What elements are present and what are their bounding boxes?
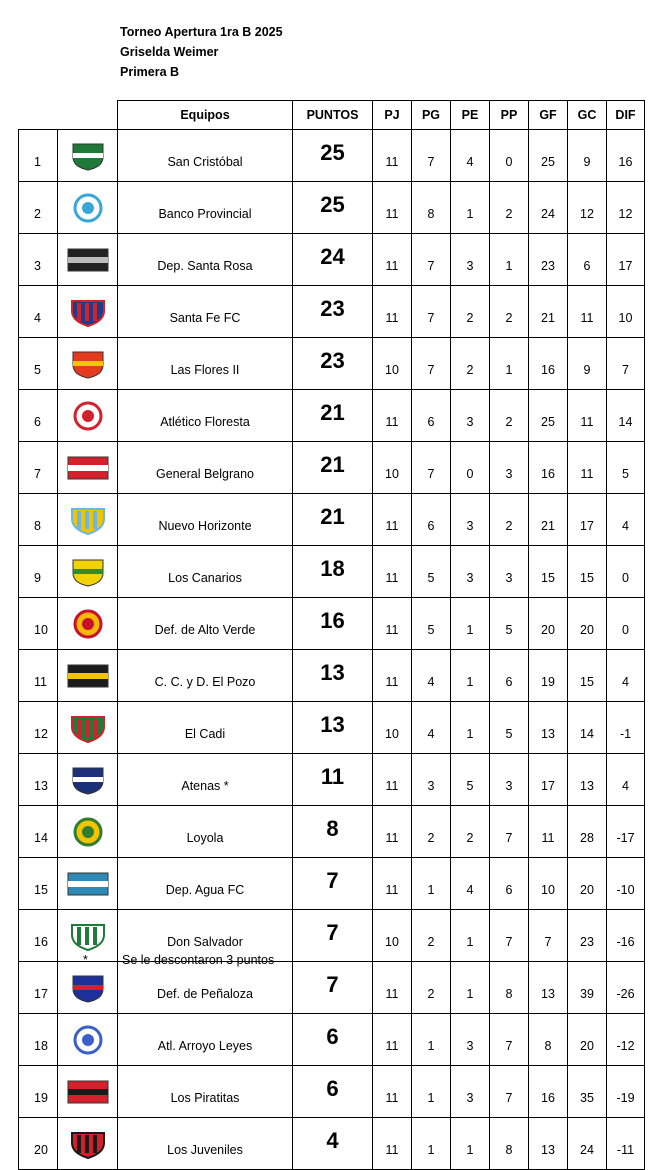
table-row: [19, 702, 645, 754]
table-row: [19, 858, 645, 910]
points-cell: 21: [293, 390, 373, 442]
header-pp: PP: [490, 101, 529, 130]
points-cell: 21: [293, 442, 373, 494]
table-row: [19, 962, 645, 1014]
gf-cell: 16: [529, 338, 568, 390]
header-pg: PG: [412, 101, 451, 130]
position-cell: 11: [19, 650, 58, 702]
general-belgrano-crest-icon: [65, 453, 111, 483]
pe-cell: 1: [451, 1118, 490, 1170]
points-cell: 18: [293, 546, 373, 598]
team-name: Banco Provincial: [118, 182, 293, 234]
pj-cell: 11: [373, 546, 412, 598]
pg-cell: 3: [412, 754, 451, 806]
position-cell: 8: [19, 494, 58, 546]
header-points: PUNTOS: [293, 101, 373, 130]
table-row: [19, 910, 645, 962]
pp-cell: 2: [490, 390, 529, 442]
pg-cell: 1: [412, 1118, 451, 1170]
gf-cell: 7: [529, 910, 568, 962]
pj-cell: 11: [373, 182, 412, 234]
gc-cell: 9: [568, 130, 607, 182]
division-name: Primera B: [120, 65, 180, 79]
gf-cell: 15: [529, 546, 568, 598]
pg-cell: 6: [412, 390, 451, 442]
pg-cell: 2: [412, 962, 451, 1014]
gc-cell: 14: [568, 702, 607, 754]
table-row: [19, 182, 645, 234]
pp-cell: 3: [490, 754, 529, 806]
pp-cell: 6: [490, 858, 529, 910]
points-cell: 13: [293, 702, 373, 754]
position-cell: 16: [19, 910, 58, 962]
pj-cell: 11: [373, 130, 412, 182]
table-row: [19, 1014, 645, 1066]
pg-cell: 7: [412, 286, 451, 338]
logo-cell: [58, 234, 118, 286]
header-pj: PJ: [373, 101, 412, 130]
points-cell: 24: [293, 234, 373, 286]
position-cell: 4: [19, 286, 58, 338]
gc-cell: 15: [568, 650, 607, 702]
pe-cell: 3: [451, 234, 490, 286]
banco-provincial-crest-icon: [65, 193, 111, 223]
table-row: [19, 234, 645, 286]
team-name: Don Salvador: [118, 910, 293, 962]
team-name: San Cristóbal: [118, 130, 293, 182]
team-name: Nuevo Horizonte: [118, 494, 293, 546]
pe-cell: 3: [451, 494, 490, 546]
points-cell: 6: [293, 1066, 373, 1118]
pp-cell: 5: [490, 598, 529, 650]
pe-cell: 2: [451, 286, 490, 338]
logo-cell: [58, 598, 118, 650]
points-cell: 7: [293, 858, 373, 910]
pg-cell: 7: [412, 338, 451, 390]
points-cell: 25: [293, 130, 373, 182]
pj-cell: 11: [373, 494, 412, 546]
pg-cell: 4: [412, 650, 451, 702]
gc-cell: 17: [568, 494, 607, 546]
gc-cell: 15: [568, 546, 607, 598]
pe-cell: 1: [451, 182, 490, 234]
gc-cell: 24: [568, 1118, 607, 1170]
logo-cell: [58, 494, 118, 546]
pg-cell: 5: [412, 598, 451, 650]
logo-cell: [58, 754, 118, 806]
dif-cell: 4: [607, 754, 645, 806]
san-cristobal-crest-icon: [65, 141, 111, 171]
pp-cell: 7: [490, 806, 529, 858]
header-gc: GC: [568, 101, 607, 130]
pe-cell: 1: [451, 910, 490, 962]
el-cadi-crest-icon: [65, 713, 111, 743]
gc-cell: 20: [568, 598, 607, 650]
points-cell: 7: [293, 962, 373, 1014]
alto-verde-crest-icon: [65, 609, 111, 639]
gc-cell: 11: [568, 442, 607, 494]
position-cell: 5: [19, 338, 58, 390]
points-cell: 25: [293, 182, 373, 234]
pe-cell: 0: [451, 442, 490, 494]
points-cell: 23: [293, 286, 373, 338]
pj-cell: 11: [373, 1118, 412, 1170]
pj-cell: 11: [373, 286, 412, 338]
team-name: Dep. Santa Rosa: [118, 234, 293, 286]
pp-cell: 8: [490, 1118, 529, 1170]
header-row: [19, 101, 645, 130]
position-cell: 17: [19, 962, 58, 1014]
gc-cell: 35: [568, 1066, 607, 1118]
gc-cell: 20: [568, 1014, 607, 1066]
table-row: [19, 1066, 645, 1118]
logo-cell: [58, 806, 118, 858]
gf-cell: 16: [529, 442, 568, 494]
pe-cell: 5: [451, 754, 490, 806]
dif-cell: 17: [607, 234, 645, 286]
header-blank-pos: [19, 101, 58, 130]
table-row: [19, 650, 645, 702]
pj-cell: 11: [373, 234, 412, 286]
pe-cell: 3: [451, 546, 490, 598]
gf-cell: 23: [529, 234, 568, 286]
pp-cell: 8: [490, 962, 529, 1014]
loyola-crest-icon: [65, 817, 111, 847]
santa-rosa-crest-icon: [65, 245, 111, 275]
pp-cell: 1: [490, 234, 529, 286]
los-juveniles-crest-icon: [65, 1129, 111, 1159]
gf-cell: 13: [529, 1118, 568, 1170]
table-row: [19, 286, 645, 338]
table-row: [19, 442, 645, 494]
gc-cell: 28: [568, 806, 607, 858]
penaloza-crest-icon: [65, 973, 111, 1003]
dif-cell: -11: [607, 1118, 645, 1170]
team-name: Dep. Agua FC: [118, 858, 293, 910]
dif-cell: 12: [607, 182, 645, 234]
dif-cell: -19: [607, 1066, 645, 1118]
position-cell: 7: [19, 442, 58, 494]
dif-cell: -16: [607, 910, 645, 962]
points-cell: 6: [293, 1014, 373, 1066]
team-name: C. C. y D. El Pozo: [118, 650, 293, 702]
pe-cell: 1: [451, 702, 490, 754]
gc-cell: 12: [568, 182, 607, 234]
logo-cell: [58, 650, 118, 702]
team-name: Santa Fe FC: [118, 286, 293, 338]
team-name: Loyola: [118, 806, 293, 858]
pg-cell: 1: [412, 1066, 451, 1118]
pj-cell: 11: [373, 858, 412, 910]
nuevo-horizonte-crest-icon: [65, 505, 111, 535]
arroyo-leyes-crest-icon: [65, 1025, 111, 1055]
points-cell: 23: [293, 338, 373, 390]
dif-cell: -10: [607, 858, 645, 910]
points-cell: 7: [293, 910, 373, 962]
team-name: Def. de Peñaloza: [118, 962, 293, 1014]
gf-cell: 21: [529, 286, 568, 338]
pj-cell: 11: [373, 390, 412, 442]
pe-cell: 1: [451, 598, 490, 650]
pe-cell: 2: [451, 338, 490, 390]
gf-cell: 13: [529, 962, 568, 1014]
logo-cell: [58, 338, 118, 390]
pg-cell: 7: [412, 234, 451, 286]
atletico-floresta-crest-icon: [65, 401, 111, 431]
points-cell: 4: [293, 1118, 373, 1170]
table-row: [19, 598, 645, 650]
position-cell: 6: [19, 390, 58, 442]
team-name: Los Canarios: [118, 546, 293, 598]
pp-cell: 5: [490, 702, 529, 754]
header-blank-logo: [58, 101, 118, 130]
author-name: Griselda Weimer: [120, 45, 219, 59]
logo-cell: [58, 390, 118, 442]
pe-cell: 3: [451, 1066, 490, 1118]
dif-cell: 7: [607, 338, 645, 390]
pe-cell: 3: [451, 390, 490, 442]
position-cell: 14: [19, 806, 58, 858]
logo-cell: [58, 1118, 118, 1170]
pp-cell: 6: [490, 650, 529, 702]
pp-cell: 2: [490, 286, 529, 338]
logo-cell: [58, 130, 118, 182]
pj-cell: 10: [373, 442, 412, 494]
position-cell: 18: [19, 1014, 58, 1066]
logo-cell: [58, 1066, 118, 1118]
dif-cell: 16: [607, 130, 645, 182]
team-name: Los Juveniles: [118, 1118, 293, 1170]
team-name: General Belgrano: [118, 442, 293, 494]
gf-cell: 13: [529, 702, 568, 754]
gf-cell: 10: [529, 858, 568, 910]
pg-cell: 2: [412, 910, 451, 962]
gf-cell: 25: [529, 130, 568, 182]
header-gf: GF: [529, 101, 568, 130]
position-cell: 12: [19, 702, 58, 754]
pg-cell: 5: [412, 546, 451, 598]
gf-cell: 17: [529, 754, 568, 806]
pe-cell: 1: [451, 650, 490, 702]
logo-cell: [58, 286, 118, 338]
pj-cell: 11: [373, 598, 412, 650]
position-cell: 20: [19, 1118, 58, 1170]
pp-cell: 2: [490, 494, 529, 546]
note-text: Se le descontaron 3 puntos: [122, 953, 275, 967]
position-cell: 15: [19, 858, 58, 910]
gc-cell: 11: [568, 286, 607, 338]
pp-cell: 0: [490, 130, 529, 182]
dif-cell: 4: [607, 650, 645, 702]
logo-cell: [58, 442, 118, 494]
points-cell: 11: [293, 754, 373, 806]
team-name: Atlético Floresta: [118, 390, 293, 442]
position-cell: 3: [19, 234, 58, 286]
dif-cell: 0: [607, 546, 645, 598]
pj-cell: 11: [373, 962, 412, 1014]
pj-cell: 11: [373, 754, 412, 806]
pg-cell: 7: [412, 442, 451, 494]
pg-cell: 1: [412, 858, 451, 910]
pe-cell: 3: [451, 1014, 490, 1066]
gf-cell: 16: [529, 1066, 568, 1118]
position-cell: 10: [19, 598, 58, 650]
team-name: Def. de Alto Verde: [118, 598, 293, 650]
pg-cell: 7: [412, 130, 451, 182]
gc-cell: 39: [568, 962, 607, 1014]
el-pozo-crest-icon: [65, 661, 111, 691]
los-piratitas-crest-icon: [65, 1077, 111, 1107]
pp-cell: 2: [490, 182, 529, 234]
dif-cell: 0: [607, 598, 645, 650]
pg-cell: 8: [412, 182, 451, 234]
table-row: [19, 546, 645, 598]
gc-cell: 13: [568, 754, 607, 806]
pg-cell: 6: [412, 494, 451, 546]
los-canarios-crest-icon: [65, 557, 111, 587]
pe-cell: 2: [451, 806, 490, 858]
logo-cell: [58, 546, 118, 598]
pp-cell: 1: [490, 338, 529, 390]
pj-cell: 11: [373, 1066, 412, 1118]
gc-cell: 6: [568, 234, 607, 286]
dif-cell: -12: [607, 1014, 645, 1066]
atenas-crest-icon: [65, 765, 111, 795]
logo-cell: [58, 962, 118, 1014]
pg-cell: 4: [412, 702, 451, 754]
table-row: [19, 1118, 645, 1170]
header-pe: PE: [451, 101, 490, 130]
pp-cell: 7: [490, 1066, 529, 1118]
table-row: [19, 390, 645, 442]
gc-cell: 23: [568, 910, 607, 962]
team-name: Atenas *: [118, 754, 293, 806]
dif-cell: 14: [607, 390, 645, 442]
position-cell: 9: [19, 546, 58, 598]
tournament-title: Torneo Apertura 1ra B 2025: [120, 25, 283, 39]
team-name: El Cadi: [118, 702, 293, 754]
position-cell: 2: [19, 182, 58, 234]
don-salvador-crest-icon: [65, 921, 111, 951]
logo-cell: [58, 702, 118, 754]
header-team: Equipos: [118, 101, 293, 130]
dif-cell: -1: [607, 702, 645, 754]
gf-cell: 25: [529, 390, 568, 442]
pg-cell: 2: [412, 806, 451, 858]
table-row: [19, 338, 645, 390]
position-cell: 1: [19, 130, 58, 182]
points-cell: 21: [293, 494, 373, 546]
pj-cell: 11: [373, 1014, 412, 1066]
header-dif: DIF: [607, 101, 645, 130]
agua-fc-crest-icon: [65, 869, 111, 899]
logo-cell: [58, 1014, 118, 1066]
points-cell: 8: [293, 806, 373, 858]
points-cell: 13: [293, 650, 373, 702]
pe-cell: 4: [451, 130, 490, 182]
santa-fe-fc-crest-icon: [65, 297, 111, 327]
table-row: [19, 754, 645, 806]
pj-cell: 11: [373, 650, 412, 702]
pj-cell: 10: [373, 338, 412, 390]
standings-table: [18, 100, 645, 1170]
pp-cell: 7: [490, 1014, 529, 1066]
pj-cell: 11: [373, 806, 412, 858]
gf-cell: 11: [529, 806, 568, 858]
note-asterisk: *: [83, 953, 88, 967]
position-cell: 13: [19, 754, 58, 806]
position-cell: 19: [19, 1066, 58, 1118]
table-row: [19, 494, 645, 546]
pe-cell: 1: [451, 962, 490, 1014]
gf-cell: 20: [529, 598, 568, 650]
dif-cell: 10: [607, 286, 645, 338]
team-name: Atl. Arroyo Leyes: [118, 1014, 293, 1066]
dif-cell: -26: [607, 962, 645, 1014]
las-flores-crest-icon: [65, 349, 111, 379]
pp-cell: 3: [490, 546, 529, 598]
table-row: [19, 806, 645, 858]
table-row: [19, 130, 645, 182]
gc-cell: 20: [568, 858, 607, 910]
gc-cell: 11: [568, 390, 607, 442]
pp-cell: 7: [490, 910, 529, 962]
team-name: Las Flores II: [118, 338, 293, 390]
pe-cell: 4: [451, 858, 490, 910]
dif-cell: 4: [607, 494, 645, 546]
points-cell: 16: [293, 598, 373, 650]
gc-cell: 9: [568, 338, 607, 390]
pp-cell: 3: [490, 442, 529, 494]
pj-cell: 10: [373, 702, 412, 754]
gf-cell: 8: [529, 1014, 568, 1066]
gf-cell: 21: [529, 494, 568, 546]
logo-cell: [58, 858, 118, 910]
pj-cell: 10: [373, 910, 412, 962]
gf-cell: 24: [529, 182, 568, 234]
pg-cell: 1: [412, 1014, 451, 1066]
dif-cell: -17: [607, 806, 645, 858]
dif-cell: 5: [607, 442, 645, 494]
logo-cell: [58, 182, 118, 234]
gf-cell: 19: [529, 650, 568, 702]
team-name: Los Piratitas: [118, 1066, 293, 1118]
